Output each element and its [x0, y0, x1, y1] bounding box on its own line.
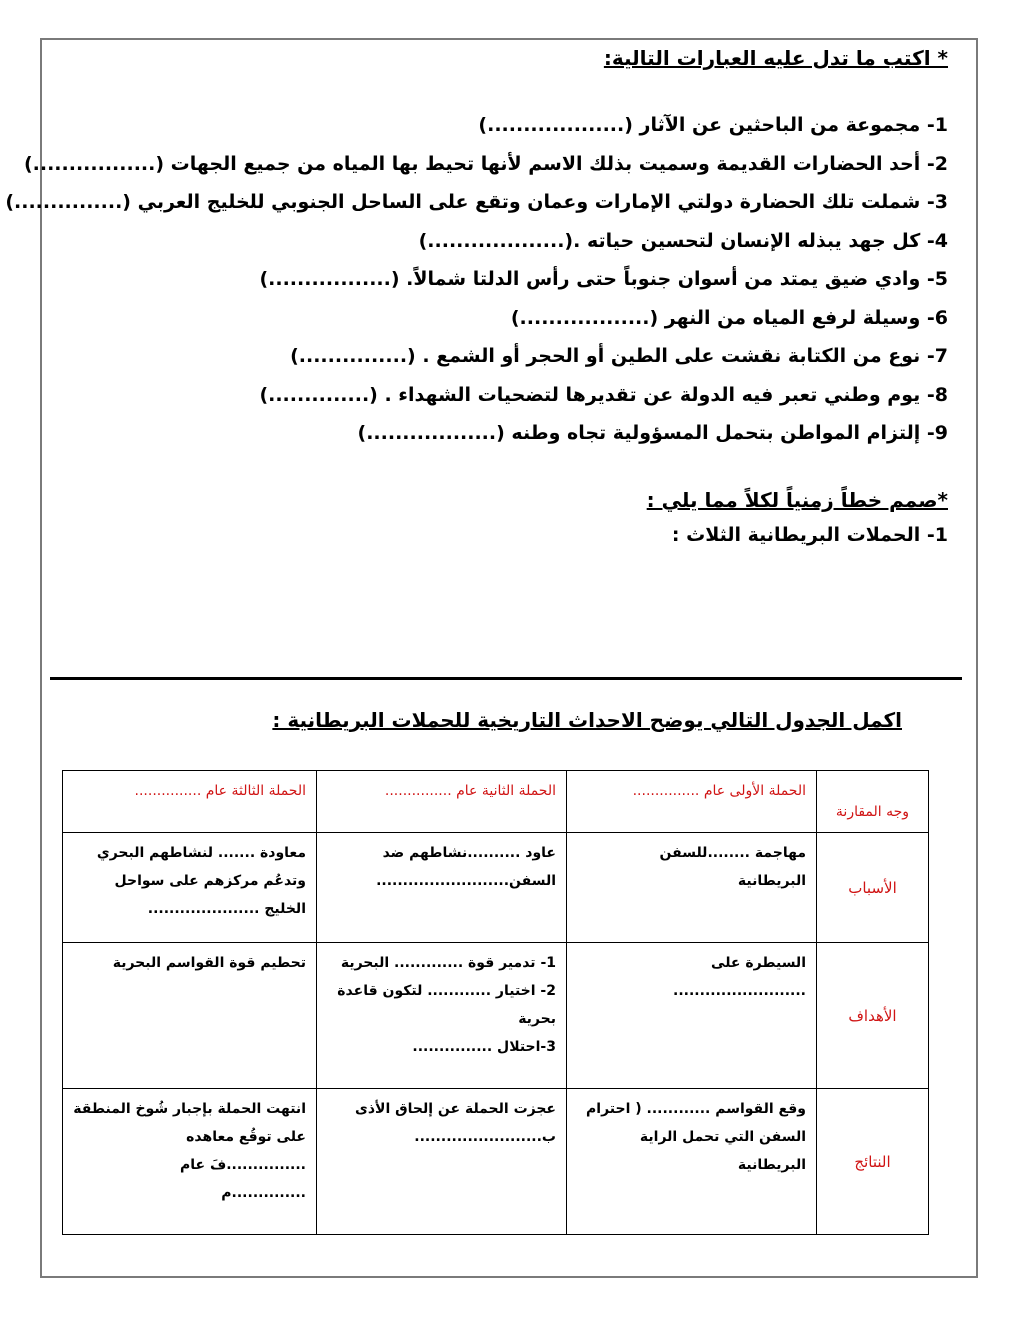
table-cell: [567, 833, 817, 943]
cell-line: معاودة ....... لنشاطهم البحري: [96, 845, 306, 861]
cell-line: البريطانية: [737, 1157, 806, 1173]
comparison-table: [62, 770, 929, 1235]
cell-line: السيطرة على: [711, 955, 806, 971]
cell-line: وقع القواسم ............ ( احترام: [586, 1101, 806, 1117]
section-divider: [50, 677, 962, 680]
table-header-row: [63, 771, 929, 833]
campaign-1-header: الحملة الأولى عام ...............: [567, 771, 817, 833]
question-item: 4- كل جهد يبذله الإنسان لتحسين حياته .(...................): [418, 229, 948, 252]
table-cell: [63, 833, 317, 943]
cell-line: 3-احتلال ...............: [412, 1039, 556, 1055]
question-item: 1- مجموعة من الباحثين عن الآثار (...................): [478, 114, 948, 136]
cell-line: البريطانية: [737, 873, 806, 889]
table-cell: [317, 833, 567, 943]
table-cell: [63, 943, 317, 1089]
section1-heading: * اكتب ما تدل عليه العبارات التالية:: [603, 46, 948, 70]
table-corner-label: وجه المقارنة: [817, 771, 929, 833]
timeline-item: 1- الحملات البريطانية الثلاث :: [671, 524, 948, 546]
cell-line: ب........................: [414, 1129, 556, 1145]
campaign-2-header: الحملة الثانية عام ...............: [317, 771, 567, 833]
table-cell: [567, 943, 817, 1089]
cell-line: على توقُع معاهده: [186, 1129, 306, 1145]
cell-line: انتهت الحملة بإجبار شُوخ المنطقة: [73, 1101, 306, 1117]
cell-line: وتدعُم مركزهم على سواحل: [114, 873, 306, 889]
cell-line: 1- تدمير قوة ............. البحرية: [340, 955, 556, 971]
cell-line: .........................: [673, 983, 806, 999]
campaign-3-header: الحملة الثالثة عام ...............: [63, 771, 317, 833]
cell-line: عاود ..........نشاطهم ضد: [382, 845, 556, 861]
cell-line: ...............فَ عام: [180, 1157, 306, 1173]
table-row-goals: [63, 943, 929, 1089]
cell-line: السفن.........................: [376, 873, 556, 889]
table-cell: [317, 1089, 567, 1235]
cell-line: عجزت الحملة عن إلحاق الأذى: [355, 1101, 556, 1117]
row-label-results: النتائج: [817, 1089, 929, 1235]
table-title: اكمل الجدول التالي يوضح الاحداث التاريخية للحملات البريطانية :: [272, 708, 902, 732]
question-item: 2- أحد الحضارات القديمة وسميت بذلك الاسم لأنها تحيط بها المياه من جميع الجهات (.................): [23, 152, 948, 175]
cell-line: ..............م: [221, 1185, 306, 1201]
question-item: 9- إلتزام المواطن بتحمل المسؤولية تجاه وطنه (..................): [357, 422, 948, 444]
section2-heading: *صمم خطاً زمنياً لكلاً مما يلي :: [646, 488, 948, 512]
cell-line: مهاجمة ........للسفن: [659, 845, 806, 861]
table-row-causes: [63, 833, 929, 943]
table-cell: [317, 943, 567, 1089]
question-item: 3- شملت تلك الحضارة دولتي الإمارات وعمان وتقع على الساحل الجنوبي للخليج العربي (...............): [5, 191, 948, 213]
question-item: 5- وادي ضيق يمتد من أسوان جنوباً حتى رأس الدلتا شمالاً. (.................): [259, 268, 948, 290]
question-item: 6- وسيلة لرفع المياه من النهر (..................): [510, 306, 948, 329]
row-label-causes: الأسباب: [817, 833, 929, 943]
cell-line: السفن التي تحمل الراية: [639, 1129, 806, 1145]
table-row-results: [63, 1089, 929, 1235]
table-cell: [63, 1089, 317, 1235]
cell-line: الخليج .....................: [147, 901, 306, 917]
cell-line: بحرية: [518, 1011, 556, 1027]
row-label-goals: الأهداف: [817, 943, 929, 1089]
question-item: 8- يوم وطني تعبر فيه الدولة عن تقديرها لتضحيات الشهداء . (..............): [259, 383, 948, 406]
question-item: 7- نوع من الكتابة نقشت على الطين أو الحجر أو الشمع . (...............): [290, 345, 948, 367]
cell-line: 2- اختيار ............ لتكون قاعدة: [337, 983, 556, 999]
cell-line: تحطيم قوة القواسم البحرية: [112, 955, 306, 971]
table-cell: [567, 1089, 817, 1235]
questions-list: [5, 106, 948, 453]
